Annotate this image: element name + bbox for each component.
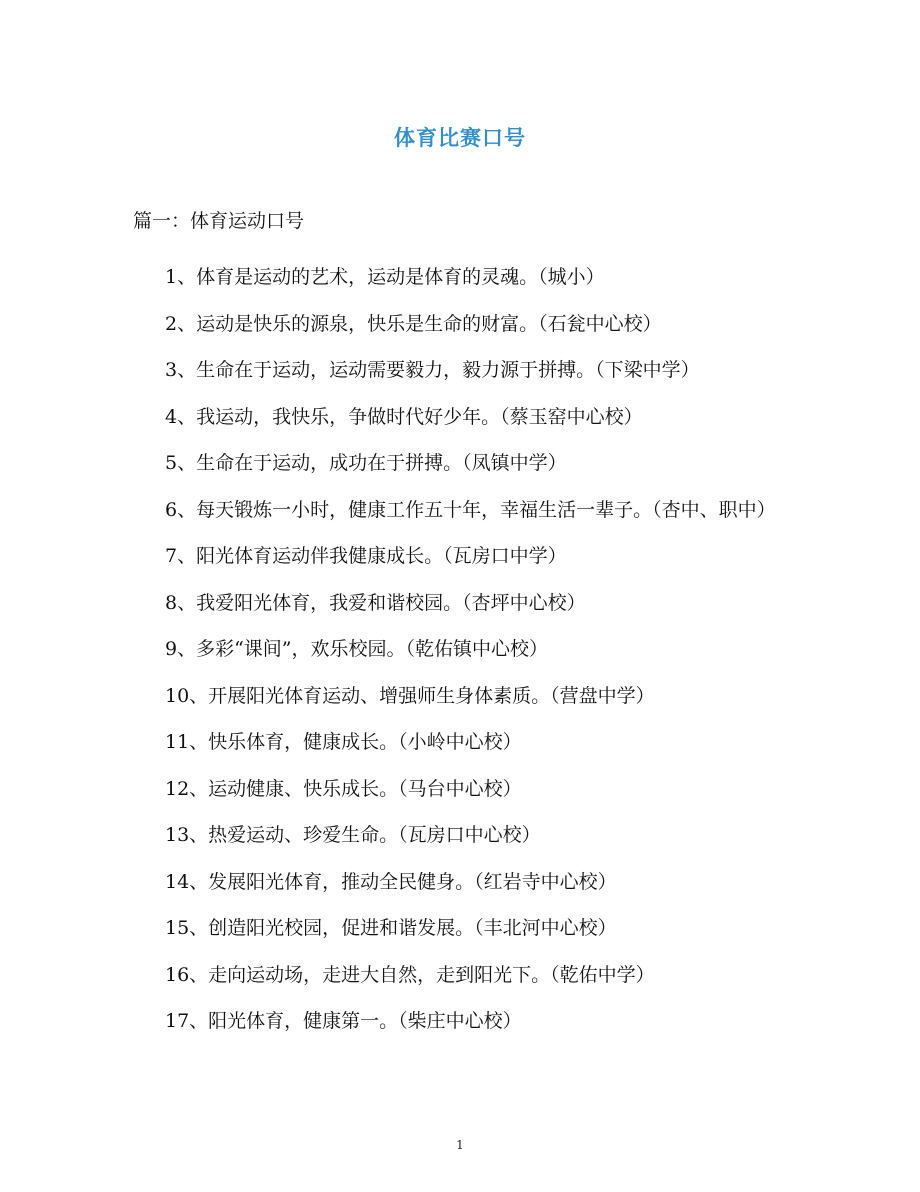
- slogan-item: 17、阳光体育，健康第一。（柴庄中心校）: [165, 1010, 522, 1032]
- slogan-item: 9、多彩“课间”，欢乐校园。（乾佑镇中心校）: [165, 638, 549, 660]
- slogan-item: 5、生命在于运动，成功在于拼搏。（凤镇中学）: [165, 452, 567, 474]
- section-heading: 篇一：体育运动口号: [133, 210, 305, 232]
- page-number: 1: [456, 1138, 464, 1152]
- slogan-item: 1、体育是运动的艺术，运动是体育的灵魂。（城小）: [165, 266, 605, 288]
- slogan-item: 12、运动健康、快乐成长。（马台中心校）: [165, 777, 522, 800]
- slogan-item: 16、走向运动场，走进大自然，走到阳光下。（乾佑中学）: [165, 963, 655, 986]
- slogan-item: 7、阳光体育运动伴我健康成长。（瓦房口中学）: [165, 545, 567, 567]
- document-title: 体育比赛口号: [394, 125, 526, 150]
- slogan-item: 4、我运动，我快乐，争做时代好少年。（蔡玉窑中心校）: [165, 405, 643, 428]
- slogan-item: 2、运动是快乐的源泉，快乐是生命的财富。（石瓮中心校）: [165, 312, 662, 335]
- slogan-item: 3、生命在于运动，运动需要毅力，毅力源于拼搏。（下梁中学）: [165, 359, 700, 381]
- slogan-item: 13、热爱运动、珍爱生命。（瓦房口中心校）: [165, 824, 541, 846]
- slogan-item: 11、快乐体育，健康成长。（小岭中心校）: [165, 731, 522, 753]
- slogan-item: 6、每天锻炼一小时，健康工作五十年，幸福生活一辈子。（杏中、职中）: [165, 498, 776, 521]
- slogan-item: 15、创造阳光校园，促进和谐发展。（丰北河中心校）: [165, 917, 617, 939]
- slogan-item: 8、我爱阳光体育，我爱和谐校园。（杏坪中心校）: [165, 591, 586, 614]
- slogan-item: 14、发展阳光体育，推动全民健身。（红岩寺中心校）: [165, 870, 617, 893]
- slogan-list: [133, 254, 793, 1045]
- slogan-item: 10、开展阳光体育运动、增强师生身体素质。（营盘中学）: [165, 684, 655, 707]
